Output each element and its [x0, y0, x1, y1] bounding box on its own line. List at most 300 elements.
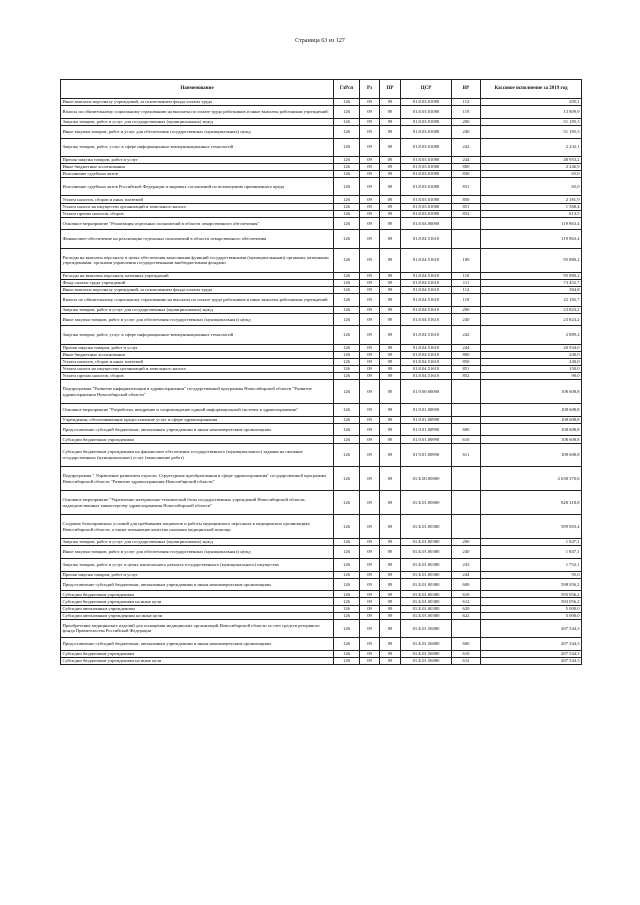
- table-row: [61, 217, 582, 230]
- cell-rz: 09: [360, 326, 380, 344]
- cell-amount: 48 953,2: [481, 156, 582, 163]
- cell-amount: 20 934,0: [481, 344, 582, 351]
- cell-name: Закупка товаров, работ, услуг в сфере информационно-коммуникационных технологий: [61, 138, 334, 156]
- cell-name: Прочая закупка товаров, работ и услуг: [61, 571, 334, 578]
- cell-csr: 01.8.04.51610: [401, 293, 452, 306]
- cell-vr: 119: [452, 293, 481, 306]
- table-row: [61, 171, 582, 178]
- column-header-pr: ПР: [380, 80, 401, 99]
- cell-pr: 09: [380, 217, 401, 230]
- cell-csr: 01.Б.01.00380: [401, 558, 452, 571]
- cell-amount: 73 452,7: [481, 279, 582, 286]
- cell-name: Субсидии бюджетным учреждениям на иные цели: [61, 657, 334, 664]
- cell-name: Уплата прочих налогов, сборов: [61, 210, 334, 217]
- cell-amount: 593 056,2: [481, 591, 582, 598]
- cell-name: Приобретение медицинских изделий для оснащения медицинских организаций Новосибирской области за счет средств резервного фонда Правительства Российской Федерации: [61, 619, 334, 637]
- cell-grp: 126: [334, 638, 360, 651]
- cell-name: Иные выплаты персоналу учреждений, за исключением фонда оплаты труда: [61, 286, 334, 293]
- cell-grp: 126: [334, 118, 360, 125]
- cell-vr: 622: [452, 612, 481, 619]
- cell-amount: 95,0: [481, 571, 582, 578]
- cell-csr: 01.8.03.01080: [401, 106, 452, 119]
- cell-vr: 850: [452, 196, 481, 203]
- cell-rz: 09: [360, 373, 380, 380]
- cell-pr: 09: [380, 416, 401, 423]
- table-row: [61, 436, 582, 443]
- cell-csr: 01.8.03.01080: [401, 196, 452, 203]
- cell-vr: 830: [452, 171, 481, 178]
- cell-rz: 09: [360, 605, 380, 612]
- cell-csr: 01.Б.01.00380: [401, 571, 452, 578]
- cell-pr: 09: [380, 571, 401, 578]
- cell-rz: 09: [360, 571, 380, 578]
- cell-csr: 01.Б.00.00000: [401, 467, 452, 491]
- cell-grp: 126: [334, 99, 360, 106]
- cell-amount: 13 809,9: [481, 106, 582, 119]
- cell-csr: 01.8.03.01080: [401, 171, 452, 178]
- table-row: [61, 272, 582, 279]
- cell-rz: 09: [360, 598, 380, 605]
- table-row: [61, 203, 582, 210]
- table-row: [61, 380, 582, 404]
- table-row: [61, 248, 582, 272]
- cell-grp: 126: [334, 657, 360, 664]
- table-row: [61, 365, 582, 372]
- cell-name: Иные бюджетные ассигнования: [61, 163, 334, 170]
- cell-vr: 800: [452, 163, 481, 170]
- cell-vr: 600: [452, 578, 481, 591]
- cell-rz: 09: [360, 248, 380, 272]
- cell-grp: 126: [334, 306, 360, 313]
- cell-name: Подпрограмма " Управление развитием отрасли. Структурные преобразования в сфере здравоохранения" государственной программы Новосибирской области "Развитие здравоохранения Новосибирской области": [61, 467, 334, 491]
- cell-vr: 611: [452, 443, 481, 467]
- cell-pr: 09: [380, 138, 401, 156]
- cell-rz: 09: [360, 210, 380, 217]
- cell-csr: 01.8.04.51610: [401, 358, 452, 365]
- cell-amount: 119 863,4: [481, 230, 582, 248]
- cell-grp: 126: [334, 106, 360, 119]
- cell-rz: 09: [360, 196, 380, 203]
- cell-amount: 2 232,1: [481, 138, 582, 156]
- column-header-name: Наименование: [61, 80, 334, 99]
- cell-csr: 01.8.04.51610: [401, 344, 452, 351]
- cell-pr: 09: [380, 156, 401, 163]
- cell-rz: 09: [360, 358, 380, 365]
- cell-rz: 09: [360, 156, 380, 163]
- cell-amount: 51 185,3: [481, 125, 582, 138]
- table-row: [61, 358, 582, 365]
- cell-rz: 09: [360, 313, 380, 326]
- cell-amount: 2 246,9: [481, 163, 582, 170]
- table-row: [61, 306, 582, 313]
- cell-csr: 01.Б.01.00380: [401, 515, 452, 539]
- cell-csr: 01.8.04.51610: [401, 326, 452, 344]
- cell-pr: 09: [380, 423, 401, 436]
- cell-csr: 01.8.04.51610: [401, 272, 452, 279]
- cell-csr: 01.9.01.00990: [401, 423, 452, 436]
- cell-grp: 126: [334, 203, 360, 210]
- cell-amount: 1 847,1: [481, 539, 582, 546]
- cell-vr: [452, 491, 481, 515]
- cell-grp: 126: [334, 436, 360, 443]
- column-header-rz: Рз: [360, 80, 380, 99]
- cell-name: Уплата налога на имущество организаций и земельного налога: [61, 365, 334, 372]
- cell-rz: 09: [360, 619, 380, 637]
- table-row: [61, 99, 582, 106]
- cell-amount: 5 000,0: [481, 605, 582, 612]
- cell-pr: 09: [380, 125, 401, 138]
- table-row: [61, 286, 582, 293]
- cell-csr: 01.8.04.51610: [401, 313, 452, 326]
- cell-vr: 111: [452, 279, 481, 286]
- cell-name: Уплата прочих налогов, сборов: [61, 373, 334, 380]
- cell-pr: 09: [380, 106, 401, 119]
- cell-name: Основное мероприятие "Разработка, внедрение и сопровождение единой информационной системы в здравоохранении": [61, 404, 334, 417]
- cell-grp: 126: [334, 210, 360, 217]
- cell-csr: 01.8.03.01080: [401, 163, 452, 170]
- cell-amount: 108 608,8: [481, 416, 582, 423]
- cell-grp: 126: [334, 178, 360, 196]
- cell-rz: 09: [360, 171, 380, 178]
- cell-vr: 200: [452, 306, 481, 313]
- cell-vr: 850: [452, 358, 481, 365]
- cell-vr: 240: [452, 546, 481, 559]
- cell-csr: 01.Б.01.00380: [401, 612, 452, 619]
- cell-rz: 09: [360, 344, 380, 351]
- table-row: [61, 612, 582, 619]
- cell-vr: 600: [452, 638, 481, 651]
- cell-pr: 09: [380, 638, 401, 651]
- cell-name: Уплата налогов, сборов и иных платежей: [61, 358, 334, 365]
- table-row: [61, 138, 582, 156]
- cell-rz: 09: [360, 657, 380, 664]
- cell-vr: [452, 619, 481, 637]
- cell-csr: 01.8.03.01080: [401, 178, 452, 196]
- cell-vr: [452, 467, 481, 491]
- cell-grp: 126: [334, 416, 360, 423]
- cell-vr: [452, 416, 481, 423]
- cell-rz: 09: [360, 558, 380, 571]
- cell-amount: 150,0: [481, 365, 582, 372]
- cell-amount: 207 544,3: [481, 650, 582, 657]
- cell-grp: 126: [334, 196, 360, 203]
- cell-name: Субсидии автономным учреждениям: [61, 605, 334, 612]
- cell-pr: 09: [380, 203, 401, 210]
- cell-rz: 09: [360, 515, 380, 539]
- cell-rz: 09: [360, 178, 380, 196]
- table-row: [61, 416, 582, 423]
- cell-grp: 126: [334, 125, 360, 138]
- cell-csr: 01.8.04.51610: [401, 230, 452, 248]
- cell-vr: 851: [452, 203, 481, 210]
- cell-rz: 09: [360, 99, 380, 106]
- cell-csr: 01.8.04.51610: [401, 373, 452, 380]
- cell-pr: 09: [380, 365, 401, 372]
- cell-amount: 119 863,4: [481, 217, 582, 230]
- cell-vr: 852: [452, 210, 481, 217]
- cell-csr: 01.8.03.01080: [401, 210, 452, 217]
- cell-grp: 126: [334, 558, 360, 571]
- cell-pr: 09: [380, 230, 401, 248]
- cell-rz: 09: [360, 125, 380, 138]
- cell-pr: 09: [380, 272, 401, 279]
- cell-pr: 09: [380, 313, 401, 326]
- cell-pr: 09: [380, 578, 401, 591]
- table-row: [61, 598, 582, 605]
- cell-csr: 01.8.04.00000: [401, 217, 452, 230]
- cell-amount: 1 752,1: [481, 558, 582, 571]
- cell-name: Иные закупки товаров, работ и услуг для обеспечения государственных (муниципальных) нужд: [61, 546, 334, 559]
- cell-pr: 09: [380, 306, 401, 313]
- cell-vr: 851: [452, 365, 481, 372]
- cell-vr: 242: [452, 326, 481, 344]
- cell-name: Подпрограмма "Развитие информатизации в здравоохранении" государственной программы Новосибирской области "Развитие здравоохранения Новосибирской области": [61, 380, 334, 404]
- cell-amount: 1 847,1: [481, 546, 582, 559]
- cell-csr: 01.8.04.51610: [401, 306, 452, 313]
- cell-csr: 01.8.04.51610: [401, 286, 452, 293]
- cell-rz: 09: [360, 286, 380, 293]
- cell-grp: 126: [334, 358, 360, 365]
- table-row: [61, 558, 582, 571]
- cell-amount: 613,5: [481, 210, 582, 217]
- cell-amount: 22 182,7: [481, 293, 582, 306]
- cell-pr: 09: [380, 467, 401, 491]
- cell-name: Прочая закупка товаров, работ и услуг: [61, 344, 334, 351]
- cell-pr: 09: [380, 558, 401, 571]
- cell-grp: 126: [334, 467, 360, 491]
- cell-name: Уплата налогов, сборов и иных платежей: [61, 196, 334, 203]
- cell-pr: 09: [380, 99, 401, 106]
- cell-vr: 612: [452, 657, 481, 664]
- cell-vr: 610: [452, 591, 481, 598]
- cell-grp: 126: [334, 279, 360, 286]
- table-row: [61, 404, 582, 417]
- cell-rz: 09: [360, 404, 380, 417]
- cell-pr: 09: [380, 491, 401, 515]
- cell-rz: 09: [360, 650, 380, 657]
- cell-grp: 126: [334, 443, 360, 467]
- cell-vr: 620: [452, 605, 481, 612]
- cell-amount: 51 185,3: [481, 118, 582, 125]
- cell-rz: 09: [360, 380, 380, 404]
- cell-vr: 852: [452, 373, 481, 380]
- column-header-vr: ВР: [452, 80, 481, 99]
- cell-vr: 119: [452, 106, 481, 119]
- table-row: [61, 118, 582, 125]
- cell-amount: 384,8: [481, 286, 582, 293]
- cell-name: Иные закупки товаров, работ и услуг для обеспечения государственных (муниципальных) нужд: [61, 125, 334, 138]
- cell-amount: 593 056,2: [481, 598, 582, 605]
- cell-rz: 09: [360, 306, 380, 313]
- cell-amount: 598 056,2: [481, 578, 582, 591]
- cell-pr: 09: [380, 210, 401, 217]
- cell-pr: 09: [380, 612, 401, 619]
- cell-rz: 09: [360, 106, 380, 119]
- table-row: [61, 619, 582, 637]
- cell-name: Исполнение судебных актов Российской Федерации и мировых соглашений по возмещению причиненного вреда: [61, 178, 334, 196]
- cell-csr: 01.Б.01.00380: [401, 546, 452, 559]
- cell-amount: 65,0: [481, 178, 582, 196]
- cell-csr: 01.8.03.01080: [401, 125, 452, 138]
- table-row: [61, 106, 582, 119]
- cell-csr: 01.Б.01.00380: [401, 578, 452, 591]
- budget-table: [60, 79, 582, 665]
- table-row: [61, 491, 582, 515]
- cell-csr: 01.Б.01.00380: [401, 591, 452, 598]
- cell-amount: 108 608,8: [481, 380, 582, 404]
- cell-name: Субсидии бюджетным учреждениям: [61, 591, 334, 598]
- cell-name: Взносы по обязательному социальному страхованию на выплаты по оплате труда работников и иные выплаты работникам учреждений: [61, 106, 334, 119]
- cell-name: Субсидии автономным учреждениям на иные цели: [61, 612, 334, 619]
- cell-csr: 01.8.04.51610: [401, 248, 452, 272]
- cell-pr: 09: [380, 196, 401, 203]
- cell-vr: 112: [452, 99, 481, 106]
- cell-csr: 01.Б.01.00380: [401, 598, 452, 605]
- cell-rz: 09: [360, 467, 380, 491]
- cell-rz: 09: [360, 436, 380, 443]
- cell-pr: 09: [380, 248, 401, 272]
- cell-csr: 01.9.00.00000: [401, 380, 452, 404]
- cell-grp: 126: [334, 650, 360, 657]
- table-header-row: [61, 80, 582, 99]
- table-row: [61, 638, 582, 651]
- cell-amount: 108 608,8: [481, 436, 582, 443]
- cell-amount: 207 544,3: [481, 619, 582, 637]
- cell-name: Субсидии бюджетным учреждениям на финансовое обеспечение государственного (муниципального) задания на оказание государственных (муниципальных) услуг (выполнение работ): [61, 443, 334, 467]
- cell-name: Предоставление субсидий бюджетным, автономным учреждениям и иным некоммерческим организациям: [61, 423, 334, 436]
- cell-csr: 01.9.01.00990: [401, 443, 452, 467]
- cell-csr: 01.8.04.51610: [401, 279, 452, 286]
- cell-csr: 01.Б.01.56080: [401, 650, 452, 657]
- cell-grp: 126: [334, 313, 360, 326]
- cell-name: Субсидии бюджетным учреждениям на иные цели: [61, 598, 334, 605]
- cell-grp: 126: [334, 491, 360, 515]
- cell-name: Закупка товаров, работ и услуг для государственных (муниципальных) нужд: [61, 306, 334, 313]
- cell-rz: 09: [360, 293, 380, 306]
- table-row: [61, 313, 582, 326]
- table-row: [61, 293, 582, 306]
- cell-rz: 09: [360, 591, 380, 598]
- cell-pr: 09: [380, 598, 401, 605]
- cell-amount: 2 638 370,6: [481, 467, 582, 491]
- cell-rz: 09: [360, 491, 380, 515]
- cell-vr: [452, 217, 481, 230]
- cell-rz: 09: [360, 118, 380, 125]
- table-row: [61, 196, 582, 203]
- cell-grp: 126: [334, 286, 360, 293]
- table-row: [61, 578, 582, 591]
- table-row: [61, 210, 582, 217]
- cell-csr: 01.Б.01.00380: [401, 605, 452, 612]
- cell-rz: 09: [360, 217, 380, 230]
- table-row: [61, 344, 582, 351]
- cell-name: Закупка товаров, работ и услуг для государственных (муниципальных) нужд: [61, 118, 334, 125]
- cell-vr: 600: [452, 423, 481, 436]
- cell-pr: 09: [380, 286, 401, 293]
- cell-vr: 612: [452, 598, 481, 605]
- cell-amount: 90,0: [481, 373, 582, 380]
- cell-csr: 01.8.03.01080: [401, 138, 452, 156]
- cell-name: Иные бюджетные ассигнования: [61, 351, 334, 358]
- cell-name: Фонд оплаты труда учреждений: [61, 279, 334, 286]
- cell-name: Взносы по обязательному социальному страхованию на выплаты по оплате труда работников и иные выплаты работникам учреждений: [61, 293, 334, 306]
- table-row: [61, 163, 582, 170]
- table-row: [61, 125, 582, 138]
- cell-grp: 126: [334, 293, 360, 306]
- cell-grp: 126: [334, 344, 360, 351]
- cell-name: Иные выплаты персоналу учреждений, за исключением фонда оплаты труда: [61, 99, 334, 106]
- cell-grp: 126: [334, 380, 360, 404]
- cell-vr: 100: [452, 248, 481, 272]
- column-header-amount: Кассовое исполнение за 2019 год: [481, 80, 582, 99]
- cell-amount: 108 608,8: [481, 423, 582, 436]
- cell-amount: 108 608,8: [481, 404, 582, 417]
- cell-pr: 09: [380, 515, 401, 539]
- cell-grp: 126: [334, 598, 360, 605]
- cell-vr: 112: [452, 286, 481, 293]
- table-row: [61, 591, 582, 598]
- page-header: Страница 63 из 127: [295, 38, 345, 44]
- cell-rz: 09: [360, 351, 380, 358]
- cell-pr: 09: [380, 344, 401, 351]
- table-row: [61, 515, 582, 539]
- table-row: [61, 178, 582, 196]
- table-row: [61, 326, 582, 344]
- cell-name: Расходы на выплаты персоналу в целях обеспечения выполнения функций государственными (муниципальными) органами, казенными учреждениями, органами управления государственными внебюджетными фондами: [61, 248, 334, 272]
- cell-amount: 207 544,3: [481, 657, 582, 664]
- cell-vr: 240: [452, 313, 481, 326]
- cell-amount: 5 000,0: [481, 612, 582, 619]
- cell-name: Расходы на выплаты персоналу казенных учреждений: [61, 272, 334, 279]
- cell-vr: 244: [452, 571, 481, 578]
- cell-csr: 01.8.03.01080: [401, 156, 452, 163]
- table-row: [61, 156, 582, 163]
- cell-csr: 01.8.04.51610: [401, 365, 452, 372]
- column-header-csr: ЦСР: [401, 80, 452, 99]
- cell-grp: 126: [334, 571, 360, 578]
- cell-rz: 09: [360, 612, 380, 619]
- cell-rz: 09: [360, 163, 380, 170]
- cell-grp: 126: [334, 423, 360, 436]
- cell-csr: 01.8.04.51610: [401, 351, 452, 358]
- cell-vr: [452, 404, 481, 417]
- cell-csr: 01.Б.01.00000: [401, 491, 452, 515]
- cell-csr: 01.Б.01.56080: [401, 638, 452, 651]
- cell-grp: 126: [334, 546, 360, 559]
- cell-amount: 65,0: [481, 171, 582, 178]
- cell-csr: 01.8.03.01080: [401, 99, 452, 106]
- cell-amount: 23 823,2: [481, 313, 582, 326]
- table-row: [61, 605, 582, 612]
- table-row: [61, 443, 582, 467]
- table-row: [61, 373, 582, 380]
- cell-pr: 09: [380, 326, 401, 344]
- cell-csr: 01.Б.01.00380: [401, 539, 452, 546]
- cell-pr: 09: [380, 605, 401, 612]
- cell-grp: 126: [334, 515, 360, 539]
- cell-grp: 126: [334, 138, 360, 156]
- cell-grp: 126: [334, 612, 360, 619]
- cell-vr: 244: [452, 344, 481, 351]
- cell-amount: 23 823,2: [481, 306, 582, 313]
- cell-vr: [452, 515, 481, 539]
- cell-vr: 110: [452, 272, 481, 279]
- cell-csr: 01.8.03.01080: [401, 203, 452, 210]
- cell-csr: 01.Б.01.56080: [401, 619, 452, 637]
- cell-amount: 95 880,2: [481, 248, 582, 272]
- cell-grp: 126: [334, 404, 360, 417]
- cell-pr: 09: [380, 591, 401, 598]
